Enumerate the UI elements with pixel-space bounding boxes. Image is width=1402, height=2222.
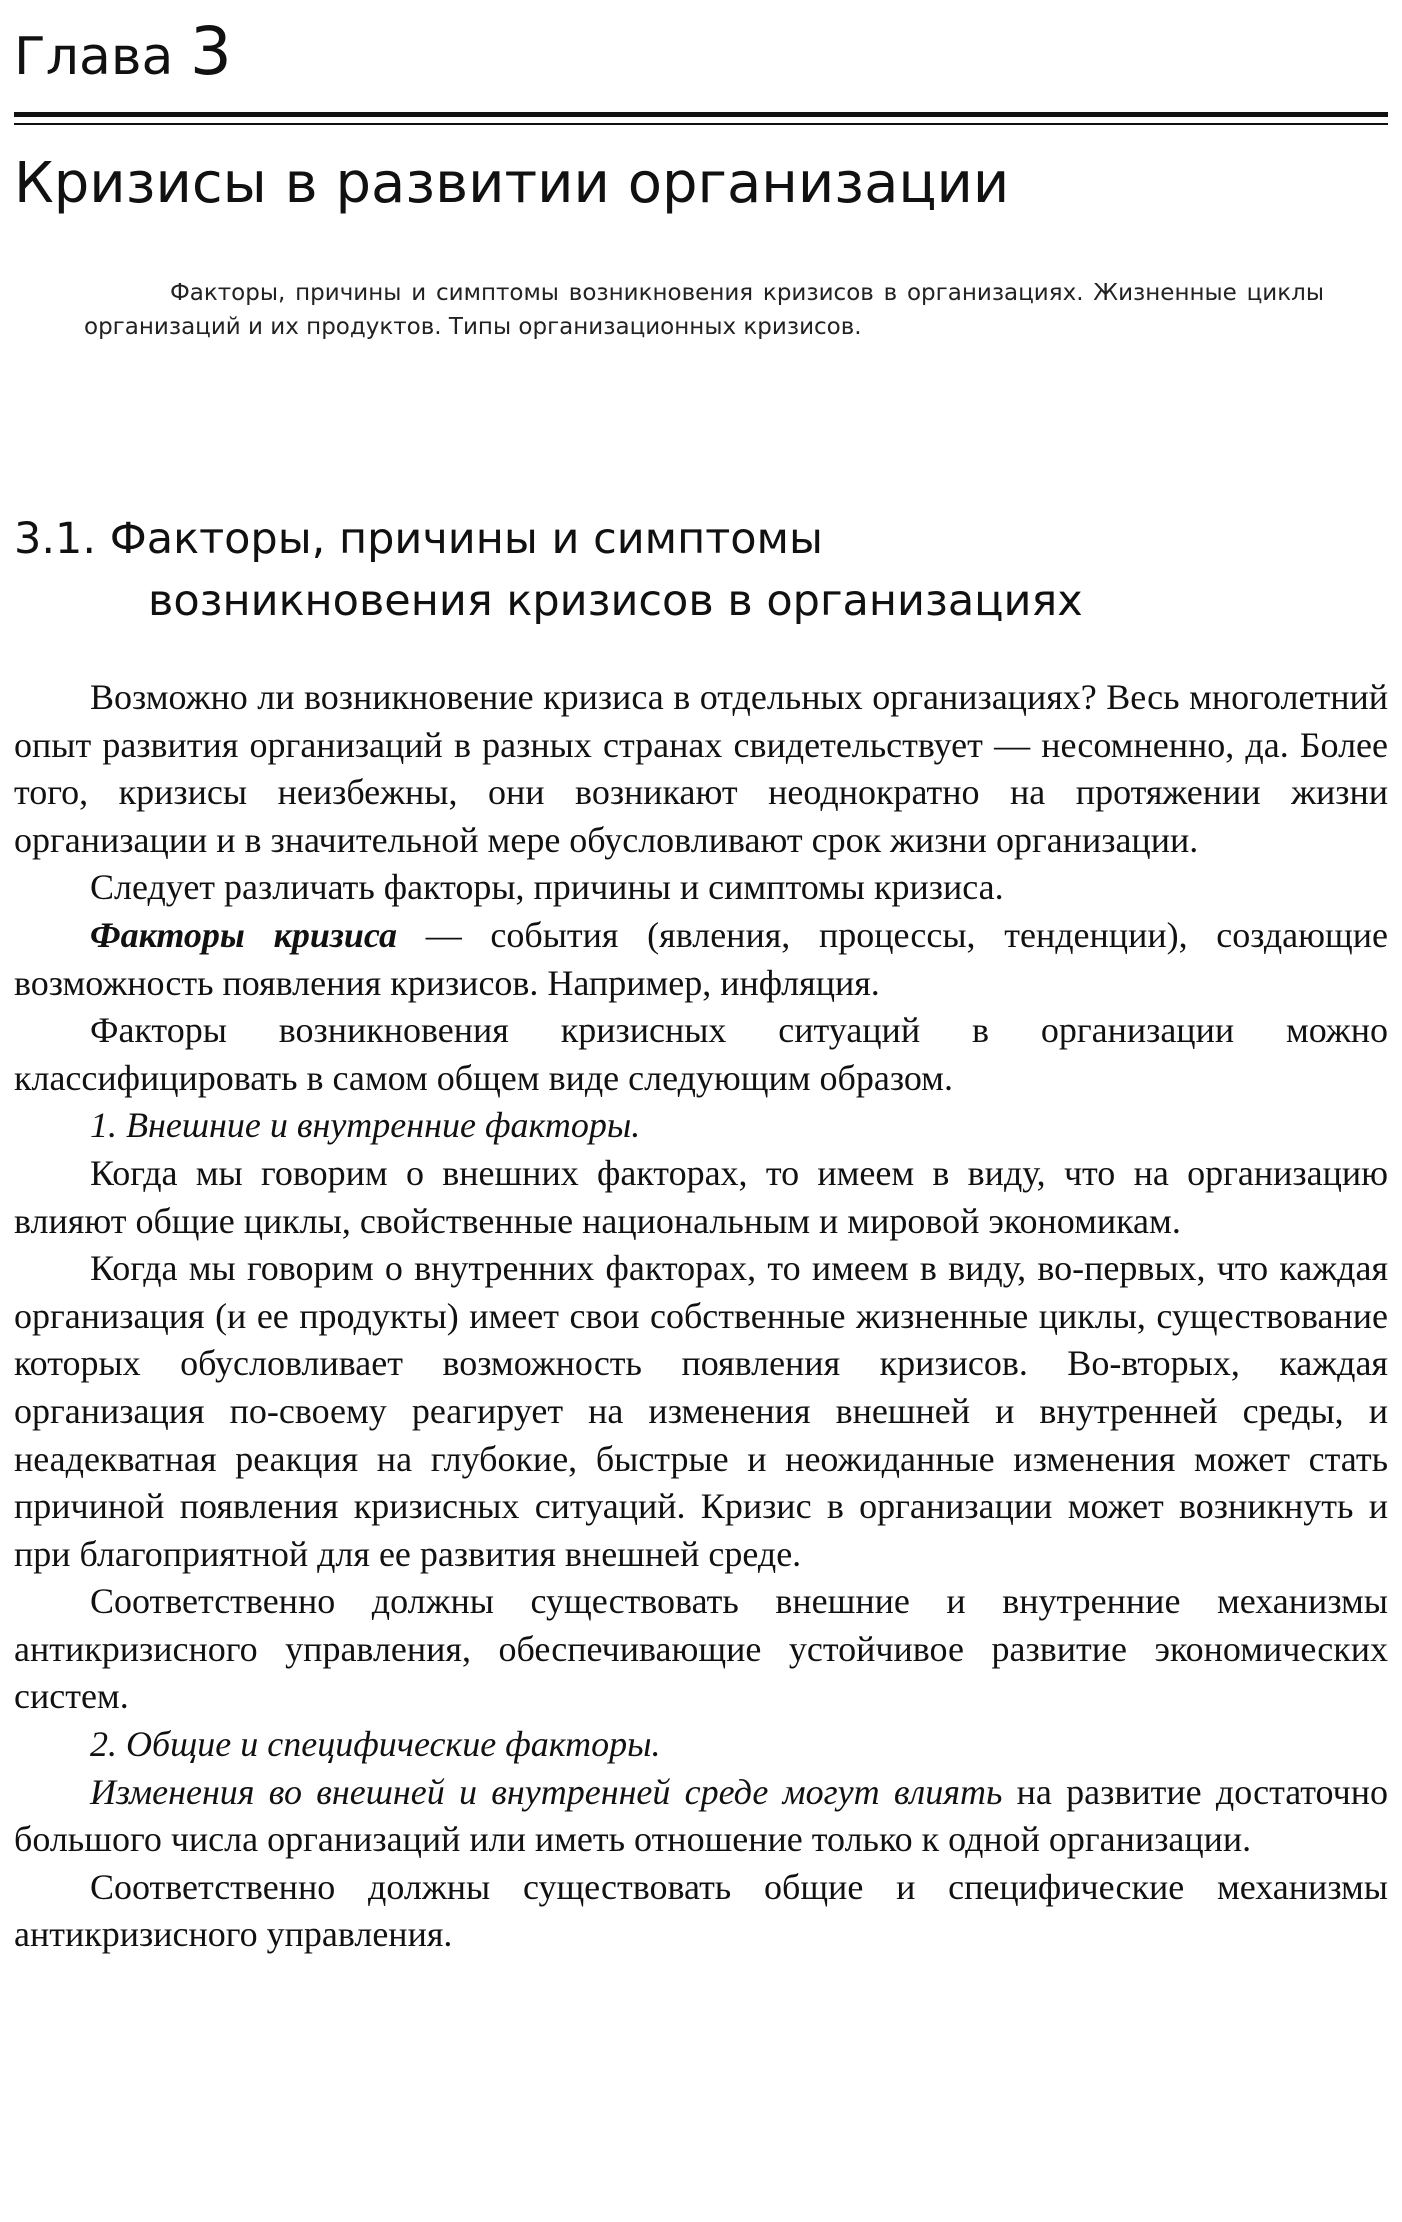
paragraph: Факторы возникновения кризисных ситуаций в организации можно классифицировать в самом общем виде следующим образом.: [14, 1010, 1388, 1098]
paragraph: Соответственно должны существовать внешние и внутренние механизмы антикризисного управления, обеспечивающие устойчивое развитие экономических систем.: [14, 1581, 1388, 1717]
subheading-external-internal: 1. Внешние и внутренние факторы.: [90, 1105, 641, 1146]
body-text: [14, 674, 1388, 1959]
paragraph: [14, 1769, 1388, 1864]
paragraph: Следует различать факторы, причины и симптомы кризиса.: [90, 867, 1004, 908]
paragraph-definition: [14, 912, 1388, 1007]
paragraph-text: на развитие достаточно большого числа организаций или иметь отношение только к одной организации.: [14, 1771, 1388, 1860]
chapter-number: 3: [189, 13, 232, 90]
subheading-general-specific: 2. Общие и специфические факторы.: [90, 1724, 661, 1765]
chapter-rule-thin: [14, 123, 1388, 125]
paragraph: Когда мы говорим о внешних факторах, то имеем в виду, что на организацию влияют общие циклы, свойственные национальным и мировой экономикам.: [14, 1152, 1388, 1241]
definition-text: — события (явления, процессы, тенденции), создающие возможность появления кризисов. Например, инфляция.: [14, 914, 1389, 1003]
chapter-label: [14, 13, 232, 90]
paragraph: Когда мы говорим о внутренних факторах, то имеем в виду, во-первых, что каждая организация (и ее продукты) имеет свои собственные жизненные циклы, существование которых обусловливает возможность появления кризисов. Во-вторых, каждая организация по-своему реагирует на изменения внешней и внутренней среды, и неадекватная реакция на глубокие, быстрые и неожиданные изменения может стать причиной появления кризисных ситуаций. Кризис в организации может возникнуть и при благоприятной для ее развития внешней среде.: [14, 1248, 1388, 1574]
emphasized-text: Изменения во внешней и внутренней среде могут влиять: [90, 1771, 1003, 1812]
paragraph: Возможно ли возникновение кризиса в отдельных организациях? Весь многолетний опыт развития организаций в разных странах свидетельствует — несомненно, да. Более того, кризисы неизбежны, они возникают неоднократно на протяжении жизни организации и в значительной мере обусловливают срок жизни организации.: [14, 677, 1388, 860]
section-title-line1: Факторы, причины и симптомы: [109, 514, 823, 564]
paragraph: Соответственно должны существовать общие и специфические механизмы антикризисного управления.: [14, 1866, 1388, 1955]
section-heading: [14, 508, 1388, 632]
chapter-rule-thick: [14, 112, 1388, 117]
chapter-abstract: Факторы, причины и симптомы возникновения кризисов в организациях. Жизненные циклы организаций и их продуктов. Типы организационных кризисов.: [84, 280, 1324, 340]
definition-term: Факторы кризиса: [90, 914, 397, 955]
section-number: 3.1.: [14, 514, 97, 564]
chapter-label-word: Глава: [14, 27, 174, 87]
book-page: [14, 0, 1388, 2222]
chapter-title: Кризисы в развитии организации: [14, 151, 1010, 216]
section-title-line2: возникновения кризисов в организациях: [148, 576, 1083, 626]
